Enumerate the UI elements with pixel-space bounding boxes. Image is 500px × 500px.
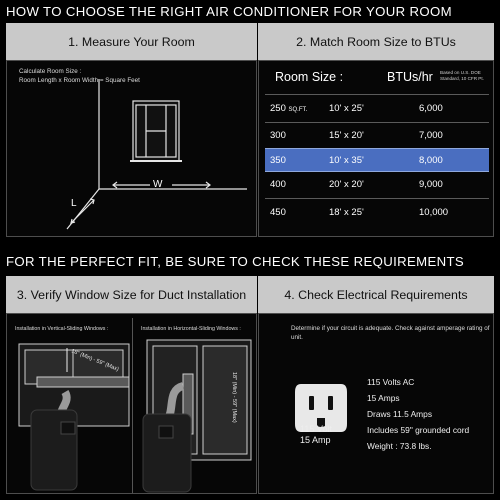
electrical-panel bbox=[258, 313, 494, 494]
table-divider bbox=[265, 198, 489, 199]
outlet-amp-label: 15 Amp bbox=[300, 435, 331, 445]
page-title: HOW TO CHOOSE THE RIGHT AIR CONDITIONER FOR YOUR ROOM bbox=[6, 4, 452, 19]
room-size-column-header: Room Size : bbox=[275, 70, 344, 84]
horizontal-window-dimension: 18" (Min) - 59" (Max) bbox=[231, 372, 237, 423]
table-divider bbox=[265, 94, 489, 95]
vertical-window-dimension: 18" (Min) - 59" (Max) bbox=[70, 348, 120, 373]
panel-heading-measure: 1. Measure Your Room bbox=[6, 23, 257, 60]
panel-heading-electrical: 4. Check Electrical Requirements bbox=[258, 276, 494, 313]
spec-line: 15 Amps bbox=[367, 393, 400, 403]
calc-formula: Room Length x Room Width = Square Feet bbox=[19, 77, 140, 84]
spec-line: Draws 11.5 Amps bbox=[367, 409, 433, 419]
window-size-panel bbox=[6, 313, 257, 494]
horizontal-window-label: Installation in Horizontal-Sliding Windows : bbox=[141, 326, 241, 332]
table-row-highlighted: 350 10' x 35' 8,000 bbox=[265, 148, 489, 172]
doe-note: Based on U.S. DOE Standard, 10 CFR Pt. bbox=[440, 70, 484, 81]
panel-heading-btu: 2. Match Room Size to BTUs bbox=[258, 23, 494, 60]
table-row: 250 SQ.FT. 10' x 25' 6,000 bbox=[270, 103, 443, 114]
length-label: L bbox=[71, 198, 77, 209]
outlet-volt-label: 115 Volt bbox=[300, 424, 332, 434]
vertical-window-label: Installation in Vertical-Sliding Windows : bbox=[15, 326, 109, 332]
requirements-title: FOR THE PERFECT FIT, BE SURE TO CHECK THESE REQUIREMENTS bbox=[6, 254, 465, 269]
spec-line: Weight : 73.8 lbs. bbox=[367, 441, 432, 451]
panel-heading-window: 3. Verify Window Size for Duct Installation bbox=[6, 276, 257, 313]
width-label: W bbox=[153, 179, 163, 190]
spec-line: 115 Volts AC bbox=[367, 377, 415, 387]
table-row: 400 20' x 20' 9,000 bbox=[270, 179, 443, 190]
btu-table-panel bbox=[258, 60, 494, 237]
table-divider bbox=[265, 122, 489, 123]
window-icon bbox=[130, 101, 182, 161]
room-diagram bbox=[7, 61, 256, 236]
calc-title: Calculate Room Size : bbox=[19, 68, 82, 75]
spec-line: Includes 59" grounded cord bbox=[367, 425, 470, 435]
btu-column-header: BTUs/hr bbox=[387, 70, 433, 84]
table-row: 300 15' x 20' 7,000 bbox=[270, 130, 443, 141]
measure-room-panel bbox=[6, 60, 257, 237]
table-row: 450 18' x 25' 10,000 bbox=[270, 207, 449, 218]
duct-install-illustration bbox=[7, 314, 256, 494]
electrical-intro: Determine if your circuit is adequate. Check against amperage rating of unit. bbox=[291, 325, 490, 341]
